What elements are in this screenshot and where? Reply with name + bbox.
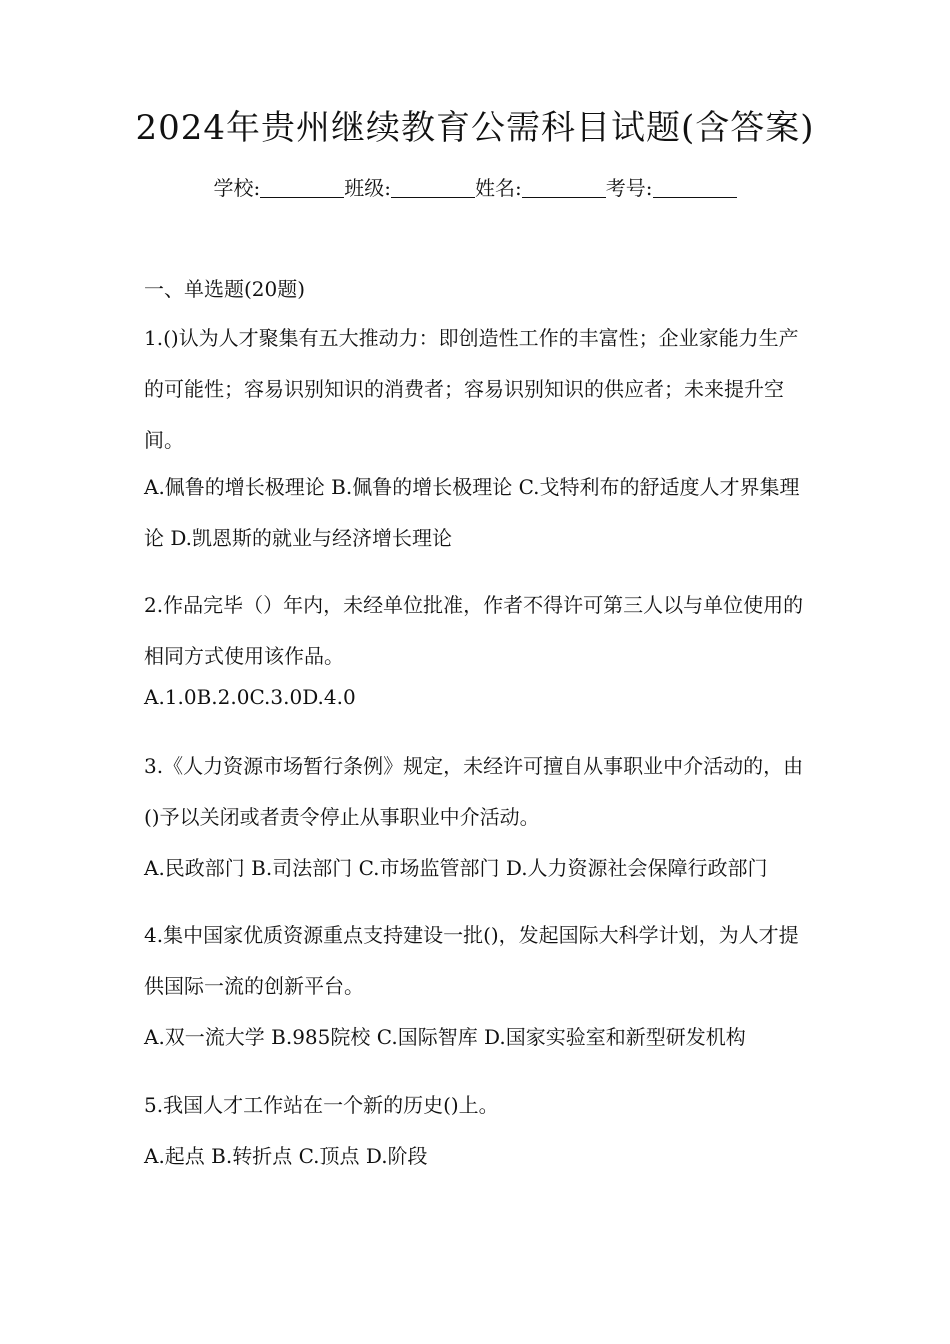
question-stem: 2.作品完毕（）年内，未经单位批准，作者不得许可第三人以与单位使用的相同方式使用该作品。 bbox=[144, 593, 804, 668]
question-5 bbox=[144, 1080, 814, 1182]
question-3 bbox=[144, 741, 814, 894]
question-4 bbox=[144, 910, 814, 1063]
question-options: A.双一流大学 B.985院校 C.国际智库 D.国家实验室和新型研发机构 bbox=[144, 1025, 746, 1049]
question-stem: 3.《人力资源市场暂行条例》规定，未经许可擅自从事职业中介活动的，由()予以关闭或者责令停止从事职业中介活动。 bbox=[144, 754, 804, 829]
class-blank bbox=[391, 179, 475, 198]
question-stem: 4.集中国家优质资源重点支持建设一批()，发起国际大科学计划，为人才提供国际一流的创新平台。 bbox=[144, 923, 799, 998]
student-info-line bbox=[0, 172, 950, 201]
page-title: 2024年贵州继续教育公需科目试题(含答案) bbox=[135, 108, 815, 148]
question-stem: 1.()认为人才聚集有五大推动力：即创造性工作的丰富性；企业家能力生产的可能性；容易识别知识的消费者；容易识别知识的供应者；未来提升空间。 bbox=[144, 326, 799, 452]
question-options: A.1.0B.2.0C.3.0D.4.0 bbox=[144, 685, 356, 709]
section-heading: 一、单选题(20题) bbox=[144, 277, 306, 301]
school-label: 学校: bbox=[213, 176, 261, 200]
name-label: 姓名: bbox=[475, 176, 522, 200]
question-1 bbox=[144, 313, 814, 564]
exam-no-blank bbox=[653, 179, 737, 198]
school-blank bbox=[260, 179, 344, 198]
question-stem: 5.我国人才工作站在一个新的历史()上。 bbox=[144, 1093, 499, 1117]
question-options: A.起点 B.转折点 C.顶点 D.阶段 bbox=[144, 1144, 428, 1168]
exam-no-label: 考号: bbox=[605, 176, 653, 200]
class-label: 班级: bbox=[344, 176, 391, 200]
question-2 bbox=[144, 580, 814, 712]
name-blank bbox=[522, 179, 606, 198]
question-options: A.佩鲁的增长极理论 B.佩鲁的增长极理论 C.戈特利布的舒适度人才界集理论 D.凯恩斯的就业与经济增长理论 bbox=[144, 475, 800, 550]
question-options: A.民政部门 B.司法部门 C.市场监管部门 D.人力资源社会保障行政部门 bbox=[144, 856, 768, 880]
